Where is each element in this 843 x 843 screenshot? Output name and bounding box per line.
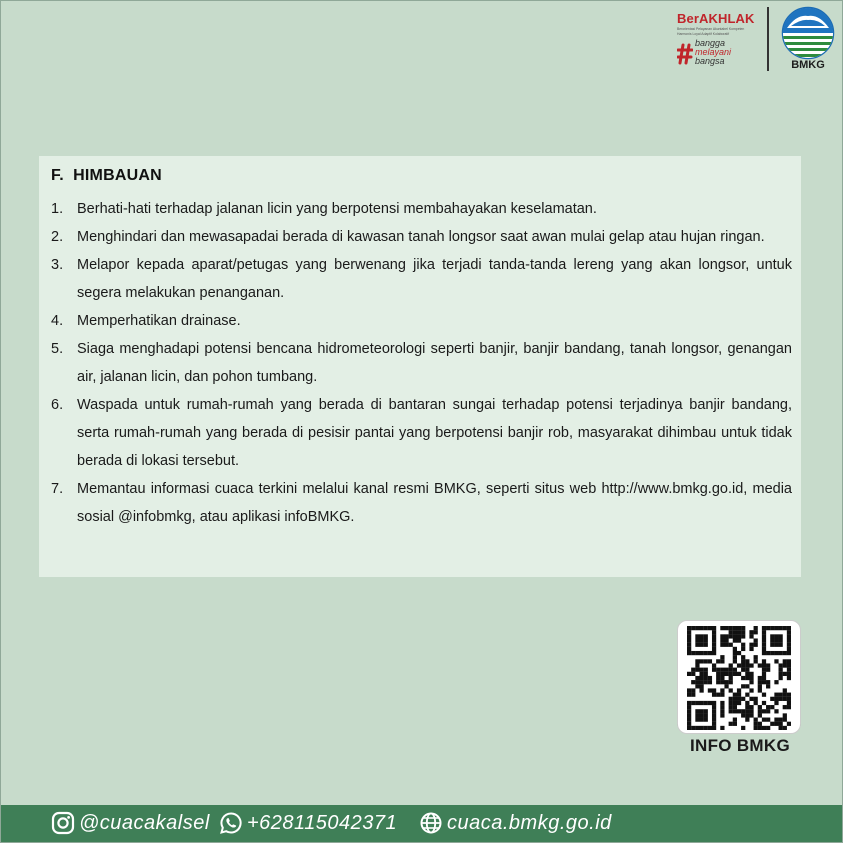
list-item-text: Siaga menghadapi potensi bencana hidrometeorologi seperti banjir, banjir bandang, tanah longsor, genangan air, jalanan licin, dan pohon tumbang. — [77, 341, 792, 385]
whatsapp-link[interactable] — [219, 809, 397, 837]
qr-label: INFO BMKG — [690, 736, 790, 755]
bangga-text: bangga — [695, 38, 726, 48]
website-link[interactable] — [419, 809, 612, 837]
list-item — [51, 195, 792, 223]
website-url: cuaca.bmkg.go.id — [447, 811, 612, 834]
list-item — [51, 391, 792, 475]
instagram-icon — [51, 811, 75, 835]
qr-code-icon — [687, 626, 791, 730]
header-divider — [767, 7, 769, 71]
melayani-text: melayani — [695, 47, 732, 57]
list-item-text: Memperhatikan drainase. — [77, 313, 241, 329]
list-item — [51, 251, 792, 307]
list-item-number: 6. — [51, 397, 64, 413]
whatsapp-number: +628115042371 — [247, 811, 398, 834]
bangga-melayani-bangsa — [695, 39, 731, 66]
list-item-text: Menghindari dan mewasapadai berada di kawasan tanah longsor saat awan mulai gelap atau hujan ringan. — [77, 229, 765, 245]
list-item-text: Memantau informasi cuaca terkini melalui kanal resmi BMKG, seperti situs web http://www.bmkg.go.id, media sosial @infobmkg, atau aplikasi infoBMKG. — [77, 481, 792, 525]
section-title: F. HIMBAUAN — [51, 167, 162, 184]
berakhlak-logo — [677, 11, 761, 73]
globe-icon — [419, 811, 443, 835]
berakhlak-subtitle-2: Harmonis Loyal Adaptif Kolaboratif — [677, 32, 730, 36]
hashtag-icon — [677, 43, 693, 65]
bmkg-logo-label: BMKG — [791, 59, 825, 71]
list-item-text: Waspada untuk rumah-rumah yang berada di bantaran sungai terhadap potensi terjadinya banjir bandang, serta rumah-rumah yang berada di pesisir pantai yang berpotensi banjir rob, masyarakat dihimbau untuk tidak berada di lokasi tersebut. — [77, 397, 792, 469]
list-item — [51, 335, 792, 391]
list-item-number: 3. — [51, 257, 64, 273]
list-item-number: 7. — [51, 481, 64, 497]
himbauan-panel — [39, 156, 801, 577]
list-item-text: Melapor kepada aparat/petugas yang berwenang jika terjadi tanda-tanda lereng yang akan longsor, untuk segera melakukan penanganan. — [77, 257, 792, 301]
list-item-text: Berhati-hati terhadap jalanan licin yang berpotensi membahayakan keselamatan. — [77, 201, 597, 217]
list-item — [51, 307, 792, 335]
instagram-link[interactable] — [51, 809, 210, 837]
list-item-number: 4. — [51, 313, 64, 329]
footer-bar — [1, 805, 842, 842]
berakhlak-subtitle-1: Berorientasi Pelayanan Akuntabel Kompeten — [677, 27, 745, 31]
list-item-number: 2. — [51, 229, 64, 245]
himbauan-list — [51, 195, 792, 531]
bmkg-logo-icon — [781, 6, 835, 60]
list-item-number: 1. — [51, 201, 64, 217]
whatsapp-icon — [219, 811, 243, 835]
instagram-handle: @cuacakalsel — [79, 811, 210, 834]
qr-code[interactable] — [677, 620, 801, 734]
bangsa-text: bangsa — [695, 56, 725, 66]
list-item — [51, 475, 792, 531]
list-item — [51, 223, 792, 251]
berakhlak-title: BerAKHLAK — [677, 11, 755, 26]
list-item-number: 5. — [51, 341, 64, 357]
